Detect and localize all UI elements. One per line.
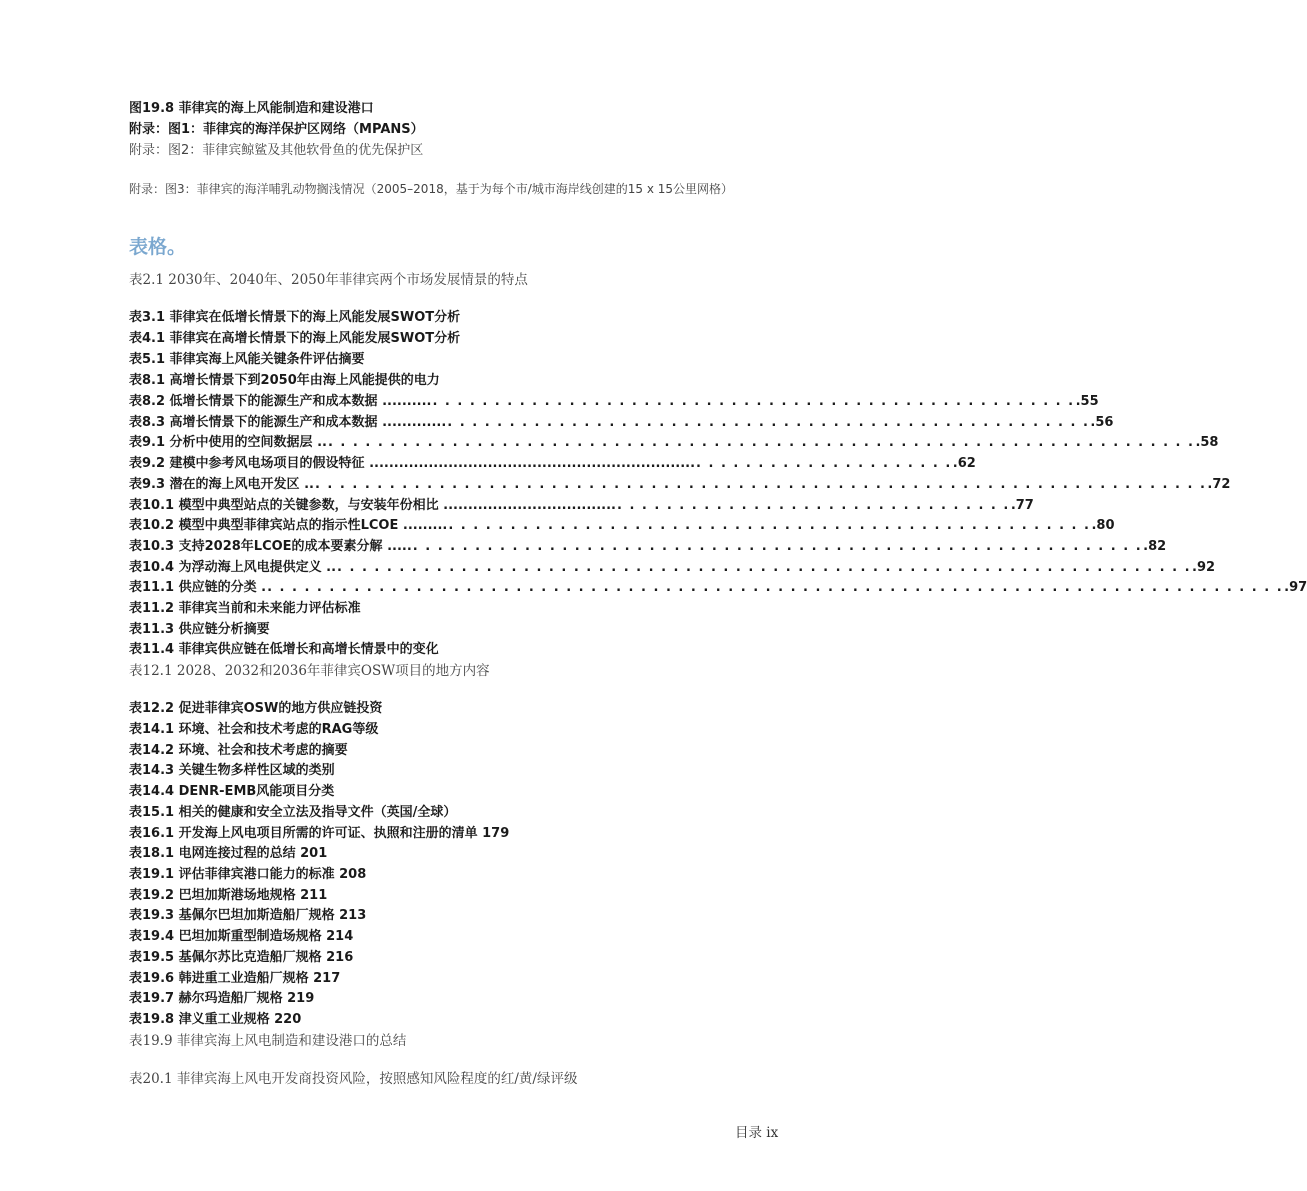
figure-entry[interactable]: 图19.8 菲律宾的海上风能制造和建设港口 (129, 101, 374, 116)
toc-leader: . . . . . . . . . . . . . . . . . . . . . . . . . . . . . . . . . . . . . . . . . . . . . . . . . . . . . . . . . . . . . . . . . . . . . . (327, 435, 1195, 450)
table-entry[interactable]: 表19.7 赫尔玛造船厂规格 219 (129, 991, 315, 1006)
table-entry[interactable]: 表14.2 环境、社会和技术考虑的摘要 (129, 743, 348, 758)
table-entry[interactable]: 表2.1 2030年、2040年、2050年菲律宾两个市场发展情景的特点 (129, 272, 528, 288)
table-entry[interactable]: 表19.6 韩进重工业造船厂规格 217 (129, 971, 341, 986)
toc-title: 表10.1 模型中典型站点的关键参数，与安装年份相比 ................................... (129, 498, 616, 513)
toc-title: 表9.3 潜在的海上风电开发区 .. (129, 477, 314, 492)
toc-entry[interactable] (129, 496, 1034, 516)
table-entry[interactable]: 表19.4 巴坦加斯重型制造场规格 214 (129, 929, 354, 944)
toc-entry[interactable] (129, 454, 976, 474)
toc-leader: . . . . . . . . . . . . . . . . . . . . . . . . . . . . . . . . . . . . . . . . . . . . . . . . . . . . (448, 518, 1091, 533)
page-footer: 目录 ix (735, 1125, 779, 1141)
toc-page: .92 (1192, 560, 1216, 575)
toc-title: 表10.3 支持2028年LCOE的成本要素分解 ..... (129, 539, 412, 554)
toc-leader: . . . . . . . . . . . . . . . . . . . . . . . . . . . . . . . . . . . . . . . . . . . . . . . . . . . . . . . . . . . . . . . . . . . . . (337, 560, 1192, 575)
toc-page: .62 (952, 456, 976, 471)
table-entry[interactable]: 表8.1 高增长情景下到2050年由海上风能提供的电力 (129, 373, 440, 388)
figure-entry[interactable]: 附录：图2：菲律宾鲸鲨及其他软骨鱼的优先保护区 (129, 143, 424, 158)
table-entry[interactable]: 表5.1 菲律宾海上风能关键条件评估摘要 (129, 352, 365, 367)
toc-page: .82 (1143, 539, 1167, 554)
table-entry[interactable]: 表15.1 相关的健康和安全立法及指导文件（英国/全球） (129, 805, 457, 820)
toc-entry[interactable] (129, 516, 1115, 536)
table-entry[interactable]: 表19.3 基佩尔巴坦加斯造船厂规格 213 (129, 908, 367, 923)
figure-entry[interactable]: 附录：图3：菲律宾的海洋哺乳动物搁浅情况（2005–2018，基于为每个市/城市海岸线创建的15 x 15公里网格） (129, 182, 734, 196)
toc-page: .72 (1207, 477, 1231, 492)
toc-title: 表10.2 模型中典型菲律宾站点的指示性LCOE ......... (129, 518, 448, 533)
table-entry[interactable]: 表19.8 津义重工业规格 220 (129, 1012, 302, 1027)
toc-leader: . . . . . . . . . . . . . . . . . . . . . (696, 456, 952, 471)
toc-title: 表10.4 为浮动海上风电提供定义 .. (129, 560, 337, 575)
toc-title: 表9.1 分析中使用的空间数据层 .. (129, 435, 327, 450)
table-entry[interactable]: 表19.1 评估菲律宾港口能力的标准 208 (129, 867, 367, 882)
table-entry[interactable]: 表11.3 供应链分析摘要 (129, 622, 270, 637)
toc-entry[interactable] (129, 537, 1167, 557)
toc-entry[interactable] (129, 558, 1216, 578)
toc-leader: . . . . . . . . . . . . . . . . . . . . . . . . . . . . . . . . . . . . . . . . . . . . . . . . . . . . . . . . . . . (412, 539, 1143, 554)
toc-title: 表8.2 低增长情景下的能源生产和成本数据 .......... (129, 394, 432, 409)
toc-entry[interactable] (129, 433, 1219, 453)
table-entry[interactable]: 表14.1 环境、社会和技术考虑的RAG等级 (129, 722, 379, 737)
toc-entry[interactable] (129, 578, 1307, 598)
toc-page: .97 (1284, 580, 1307, 595)
toc-page: .77 (1010, 498, 1034, 513)
table-entry[interactable]: 表19.5 基佩尔苏比克造船厂规格 216 (129, 950, 354, 965)
toc-leader: . . . . . . . . . . . . . . . . . . . . . . . . . . . . . . . . . . . . . . . . . . . . . . . . . . . . (432, 394, 1075, 409)
table-entry[interactable]: 表14.3 关键生物多样性区域的类别 (129, 763, 335, 778)
toc-entry[interactable] (129, 475, 1231, 495)
table-entry[interactable]: 表3.1 菲律宾在低增长情景下的海上风能发展SWOT分析 (129, 310, 461, 325)
toc-title: 表11.1 供应链的分类 . (129, 580, 267, 595)
toc-page: .56 (1090, 415, 1114, 430)
toc-title: 表8.3 高增长情景下的能源生产和成本数据 ............. (129, 415, 447, 430)
toc-page: .55 (1075, 394, 1099, 409)
table-entry[interactable]: 表11.4 菲律宾供应链在低增长和高增长情景中的变化 (129, 642, 439, 657)
figure-entry[interactable]: 附录：图1：菲律宾的海洋保护区网络（MPANS） (129, 122, 424, 137)
table-entry[interactable]: 表12.1 2028、2032和2036年菲律宾OSW项目的地方内容 (129, 663, 490, 679)
table-entry[interactable]: 表16.1 开发海上风电项目所需的许可证、执照和注册的清单 179 (129, 826, 510, 841)
table-entry[interactable]: 表18.1 电网连接过程的总结 201 (129, 846, 328, 861)
tables-heading: 表格。 (129, 236, 187, 258)
table-entry[interactable]: 表12.2 促进菲律宾OSW的地方供应链投资 (129, 701, 383, 716)
table-entry[interactable]: 表19.9 菲律宾海上风电制造和建设港口的总结 (129, 1033, 407, 1049)
toc-page: .58 (1195, 435, 1219, 450)
table-entry[interactable]: 表11.2 菲律宾当前和未来能力评估标准 (129, 601, 361, 616)
toc-leader: . . . . . . . . . . . . . . . . . . . . . . . . . . . . . . . . . . . . . . . . . . . . . . . . . . . . . . . . . . . . . . . . . . . . . . . . (314, 477, 1207, 492)
table-entry[interactable]: 表14.4 DENR-EMB风能项目分类 (129, 784, 335, 799)
toc-entry[interactable] (129, 392, 1099, 412)
table-entry[interactable]: 表19.2 巴坦加斯港场地规格 211 (129, 888, 328, 903)
toc-page: .80 (1091, 518, 1115, 533)
toc-title: 表9.2 建模中参考风电场项目的假设特征 .................................................................. (129, 456, 696, 471)
toc-entry[interactable] (129, 413, 1114, 433)
table-entry[interactable]: 表20.1 菲律宾海上风电开发商投资风险，按照感知风险程度的红/黄/绿评级 (129, 1071, 578, 1087)
toc-leader: . . . . . . . . . . . . . . . . . . . . . . . . . . . . . . . . . . . . . . . . . . . . . . . . . . . . (447, 415, 1090, 430)
toc-leader: . . . . . . . . . . . . . . . . . . . . . . . . . . . . . . . . (616, 498, 1010, 513)
table-entry[interactable]: 表4.1 菲律宾在高增长情景下的海上风能发展SWOT分析 (129, 331, 461, 346)
toc-leader: . . . . . . . . . . . . . . . . . . . . . . . . . . . . . . . . . . . . . . . . . . . . . . . . . . . . . . . . . . . . . . . . . . . . . . . . . . . . . . . . . . (267, 580, 1284, 595)
